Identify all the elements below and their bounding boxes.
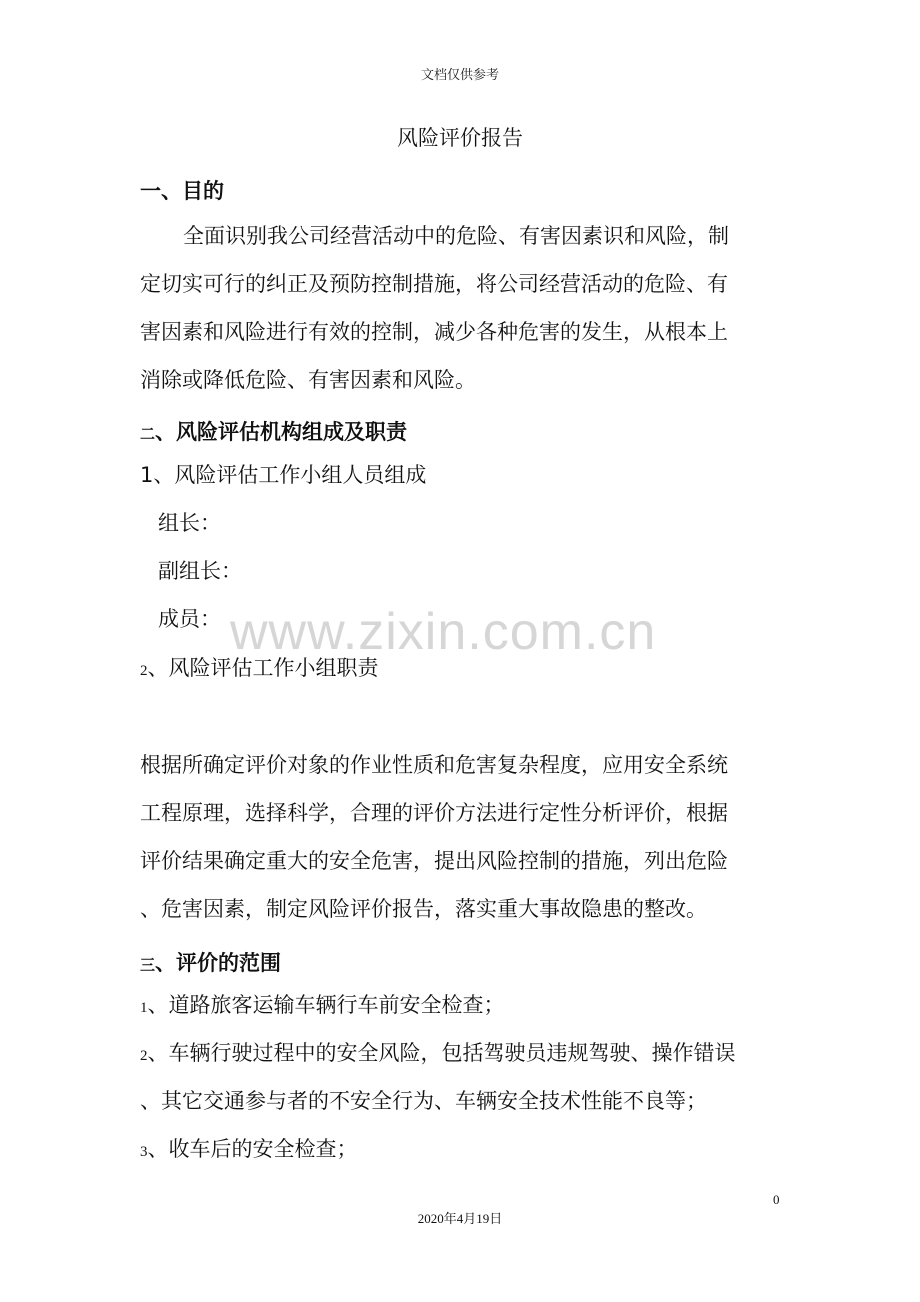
page-title: 风险评价报告 <box>397 126 523 150</box>
members-label: 成员： <box>158 607 221 631</box>
section-2-line-1: 根据所确定评价对象的作业性质和危害复杂程度，应用安全系统 <box>140 753 728 777</box>
section-2-line-3: 评价结果确定重大的安全危害，提出风险控制的措施，列出危险 <box>140 849 728 873</box>
section-2-line-4: 、危害因素，制定风险评价报告，落实重大事故隐患的整改。 <box>140 897 707 921</box>
section-2-sub-2-text: 、风险评估工作小组职责 <box>147 656 379 680</box>
section-3-item-2-line-2: 、其它交通参与者的不安全行为、车辆安全技术性能不良等； <box>140 1089 707 1113</box>
watermark: www.zixin.com.cn <box>230 603 657 661</box>
header-note: 文档仅供参考 <box>420 68 499 83</box>
section-3-item-1 <box>140 995 505 1016</box>
section-2-number: 二 <box>140 427 156 443</box>
section-3-item-2-line-1 <box>140 1043 736 1064</box>
section-3-item-2-number: 2 <box>140 1048 148 1064</box>
section-1-line-4: 消除或降低危险、有害因素和风险。 <box>140 368 476 392</box>
section-3-item-3-text: 、收车后的安全检查； <box>147 1137 358 1161</box>
section-2-heading <box>140 416 407 446</box>
section-1-heading: 一、目的 <box>140 179 224 203</box>
leader-label: 组长： <box>158 511 221 535</box>
footer-date: 2020年4月19日 <box>417 1211 503 1226</box>
section-2-sub-1: 1、风险评估工作小组人员组成 <box>140 463 427 487</box>
deputy-leader-label: 副组长： <box>158 559 242 583</box>
section-3-item-2-text: 、车辆行驶过程中的安全风险，包括驾驶员违规驾驶、操作错误 <box>147 1041 736 1065</box>
section-2-line-2: 工程原理，选择科学，合理的评价方法进行定性分析评价，根据 <box>140 801 728 825</box>
section-3-item-1-number: 1 <box>140 1000 148 1016</box>
section-1-line-3: 害因素和风险进行有效的控制，减少各种危害的发生，从根本上 <box>140 320 728 344</box>
page-number: 0 <box>773 1192 780 1207</box>
section-3-number: 三 <box>140 958 156 974</box>
section-3-item-3 <box>140 1139 358 1160</box>
section-3-heading-text: 、评价的范围 <box>155 951 282 975</box>
section-3-item-3-number: 3 <box>140 1144 148 1160</box>
section-2-heading-text: 、风险评估机构组成及职责 <box>155 420 408 444</box>
section-1-line-2: 定切实可行的纠正及预防控制措施，将公司经营活动的危险、有 <box>140 272 728 296</box>
section-2-sub-2-number: 2 <box>140 663 148 679</box>
section-3-heading <box>140 947 281 977</box>
section-3-item-1-text: 、道路旅客运输车辆行车前安全检查； <box>147 993 505 1017</box>
section-1-line-1: 全面识别我公司经营活动中的危险、有害因素识和风险，制 <box>183 224 729 248</box>
